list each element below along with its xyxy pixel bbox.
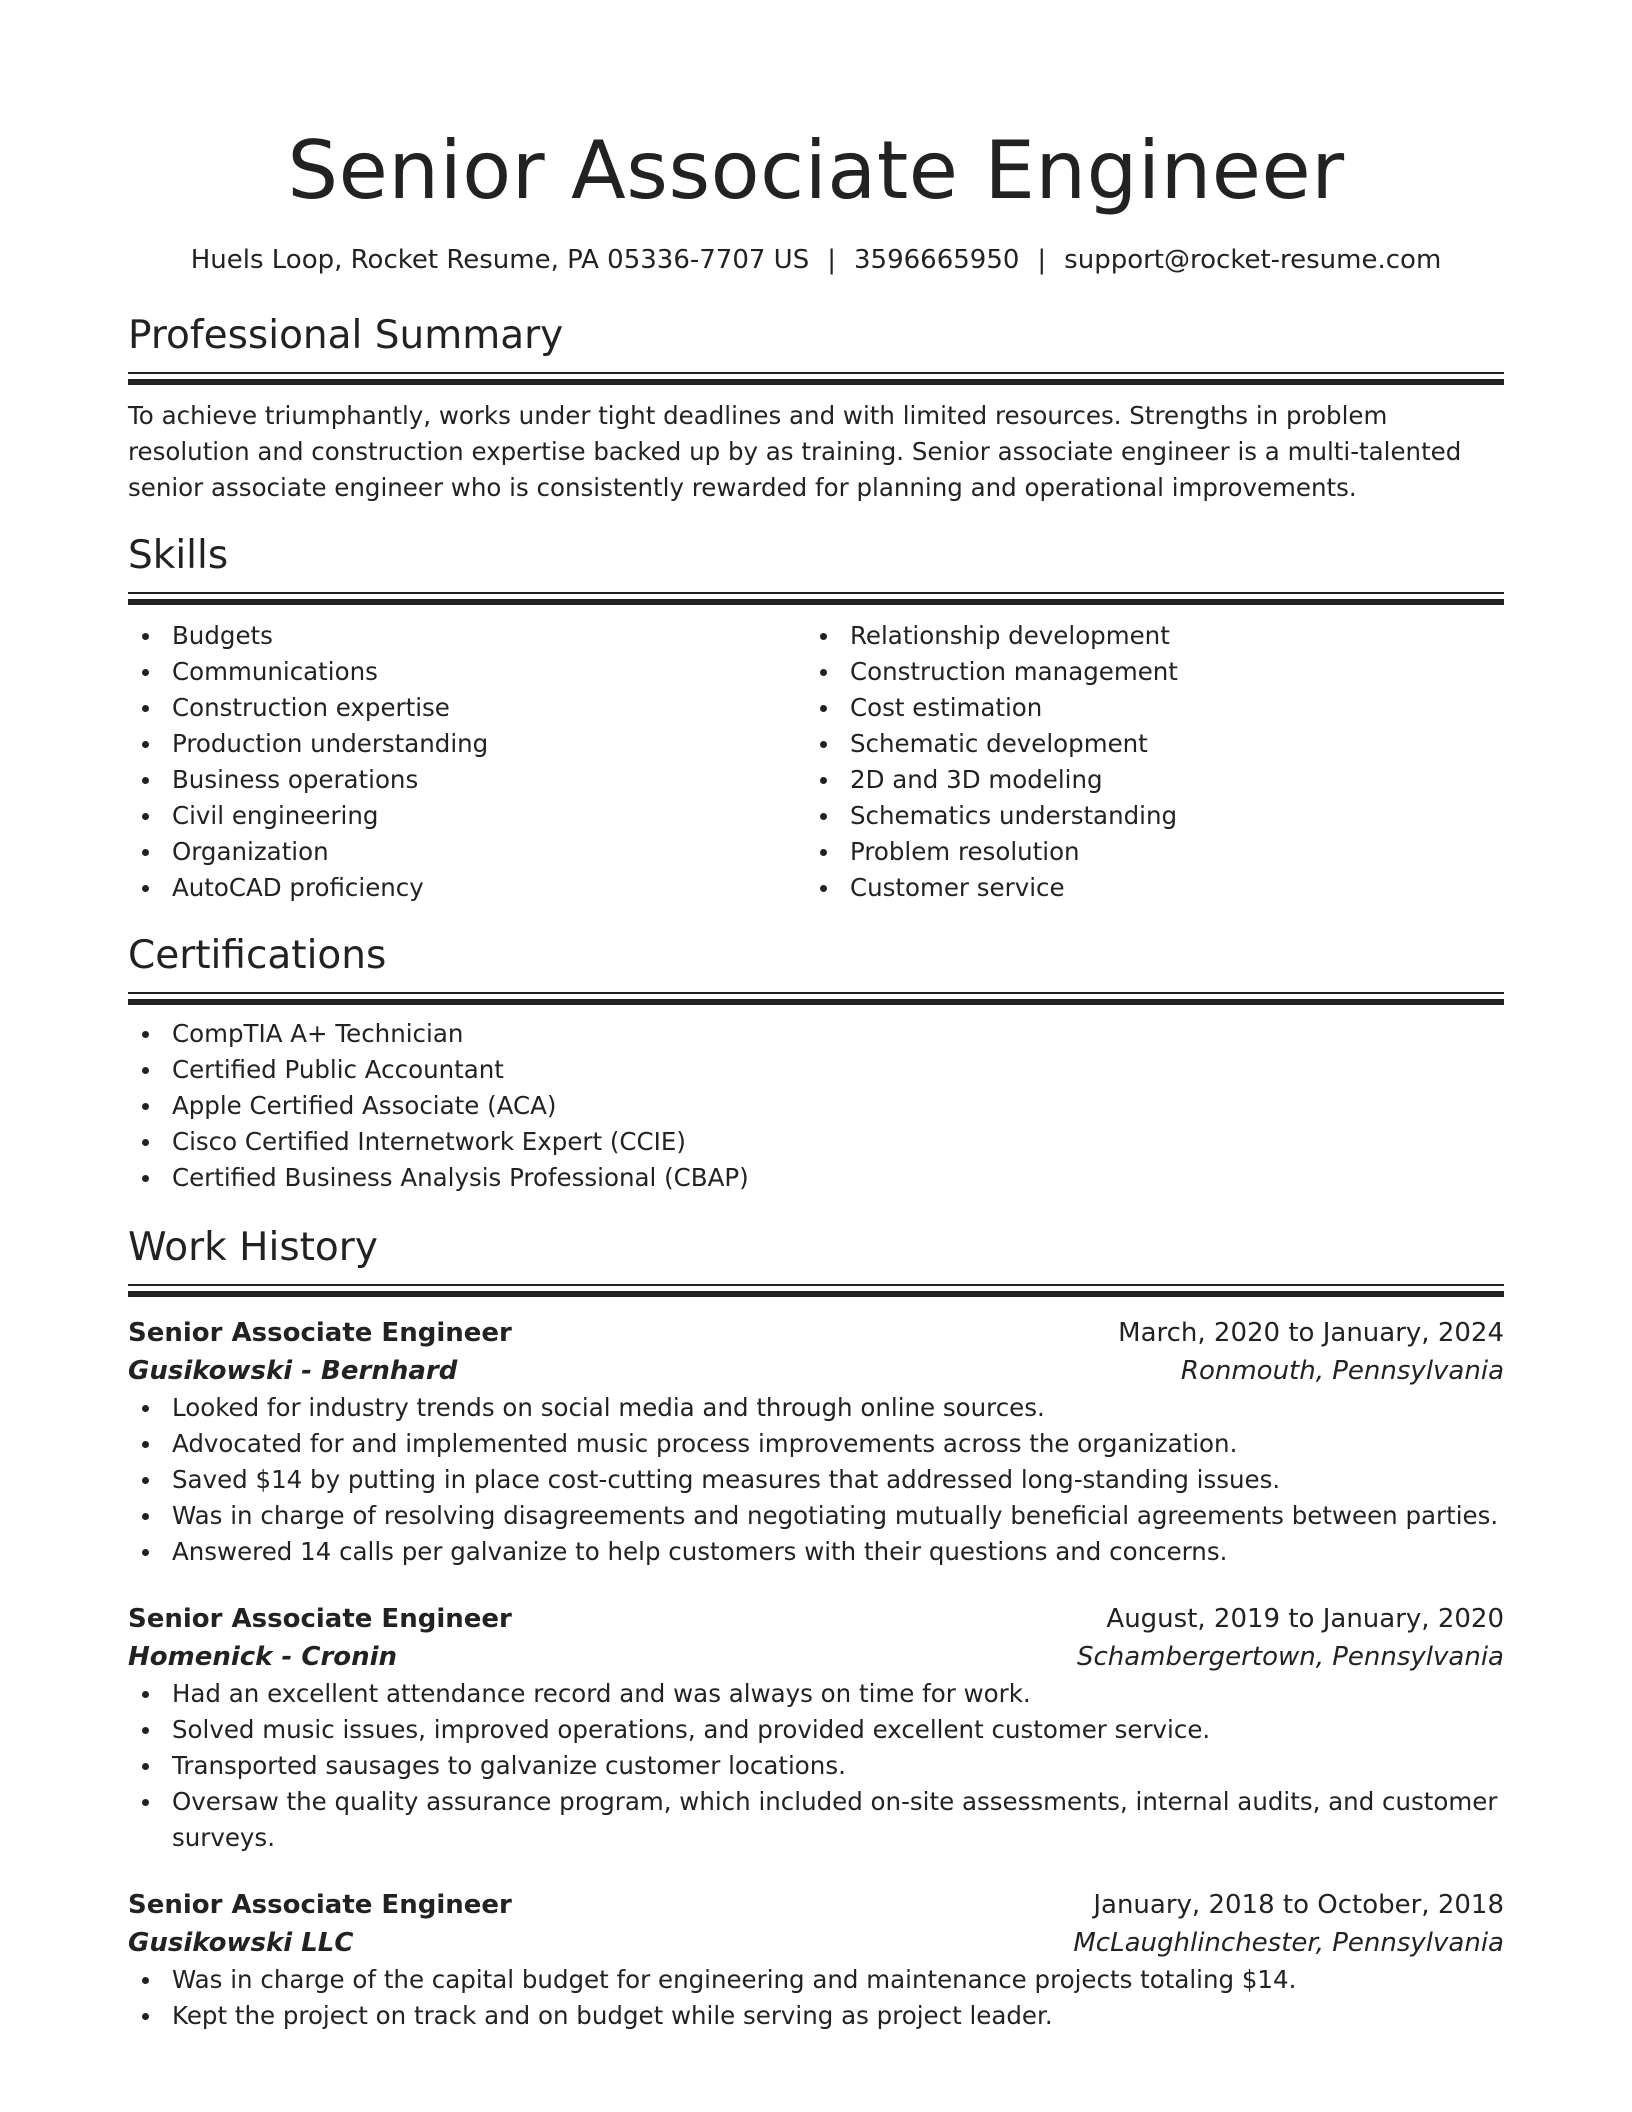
job-title: Senior Associate Engineer [128,1890,512,1920]
job-subheader [128,1638,1504,1676]
contact-address: Huels Loop, Rocket Resume, PA 05336-7707 US [190,245,810,275]
skills-right-list [806,618,1484,906]
job-header [128,1314,1504,1352]
job-location: Schambergertown, Pennsylvania [1076,1642,1504,1672]
section-divider [128,592,1504,606]
job-bullet: Was in charge of the capital budget for engineering and maintenance projects totaling $14. [128,1962,1504,1998]
certifications-title: Certifications [128,933,387,978]
job-bullet: Looked for industry trends on social media and through online sources. [128,1390,1504,1426]
job-bullets [128,1962,1504,2034]
certification-item: Cisco Certified Internetwork Expert (CCIE) [128,1124,1504,1160]
summary-title: Professional Summary [128,313,564,358]
skill-item: Schematics understanding [806,798,1484,834]
job-title: Senior Associate Engineer [128,1604,512,1634]
skill-item: Organization [128,834,806,870]
skills-left-list [128,618,806,906]
job-bullet: Saved $14 by putting in place cost-cutting measures that addressed long-standing issues. [128,1462,1504,1498]
certifications-list [128,1016,1504,1196]
job-subheader [128,1352,1504,1390]
skill-item: Construction expertise [128,690,806,726]
summary-text: To achieve triumphantly, works under tight deadlines and with limited resources. Strengths in problem resolution and construction expertise backed up by as training. Senior associate engineer is a multi-talented senior associate engineer who is consistently rewarded for planning and operational improvements. [128,401,1462,502]
job-location: Ronmouth, Pennsylvania [1180,1356,1504,1386]
job-bullet: Advocated for and implemented music process improvements across the organization. [128,1426,1504,1462]
contact-phone: 3596665950 [853,245,1020,275]
job-company: Gusikowski - Bernhard [128,1356,458,1386]
contact-email: support@rocket-resume.com [1064,245,1442,275]
skill-item: Customer service [806,870,1484,906]
job-title: Senior Associate Engineer [128,1318,512,1348]
job-bullet: Oversaw the quality assurance program, which included on-site assessments, internal audits, and customer surveys. [128,1784,1504,1856]
job-company: Homenick - Cronin [128,1642,398,1672]
job-bullet: Solved music issues, improved operations, and provided excellent customer service. [128,1712,1504,1748]
skill-item: Business operations [128,762,806,798]
certifications-section [128,932,1504,1196]
skill-item: Civil engineering [128,798,806,834]
job-bullet: Transported sausages to galvanize customer locations. [128,1748,1504,1784]
skill-item: Communications [128,654,806,690]
job-header [128,1886,1504,1924]
job-bullet: Had an excellent attendance record and was always on time for work. [128,1676,1504,1712]
summary-section [128,312,1504,506]
job-entry [128,1314,1504,1570]
job-entry [128,1886,1504,2034]
resume-name: Senior Associate Engineer [287,124,1345,217]
job-company: Gusikowski LLC [128,1928,354,1958]
section-divider [128,992,1504,1006]
resume-page [128,0,1504,2034]
job-dates: March, 2020 to January, 2024 [1118,1318,1504,1348]
job-dates: August, 2019 to January, 2020 [1106,1604,1504,1634]
skills-section [128,532,1504,906]
skills-title: Skills [128,533,229,578]
job-bullets [128,1676,1504,1856]
skill-item: Cost estimation [806,690,1484,726]
certification-item: Certified Public Accountant [128,1052,1504,1088]
skill-item: Problem resolution [806,834,1484,870]
skill-item: Construction management [806,654,1484,690]
skill-item: Schematic development [806,726,1484,762]
job-header [128,1600,1504,1638]
contact-separator: | [827,245,836,275]
certification-item: CompTIA A+ Technician [128,1016,1504,1052]
job-location: McLaughlinchester, Pennsylvania [1073,1928,1504,1958]
job-bullets [128,1390,1504,1570]
job-subheader [128,1924,1504,1962]
skill-item: Budgets [128,618,806,654]
section-divider [128,372,1504,386]
contact-separator: | [1037,245,1047,275]
job-dates: January, 2018 to October, 2018 [1093,1890,1504,1920]
work-history-section [128,1224,1504,2034]
job-bullet: Kept the project on track and on budget while serving as project leader. [128,1998,1504,2034]
contact-line [128,244,1504,276]
work-history-title: Work History [128,1225,378,1270]
skill-item: Relationship development [806,618,1484,654]
skill-item: AutoCAD proficiency [128,870,806,906]
job-bullet: Was in charge of resolving disagreements and negotiating mutually beneficial agreements between parties. [128,1498,1504,1534]
skills-grid [128,618,1504,906]
certification-item: Apple Certified Associate (ACA) [128,1088,1504,1124]
certification-item: Certified Business Analysis Professional (CBAP) [128,1160,1504,1196]
section-divider [128,1284,1504,1298]
skill-item: 2D and 3D modeling [806,762,1484,798]
skill-item: Production understanding [128,726,806,762]
job-entry [128,1600,1504,1856]
job-bullet: Answered 14 calls per galvanize to help customers with their questions and concerns. [128,1534,1504,1570]
